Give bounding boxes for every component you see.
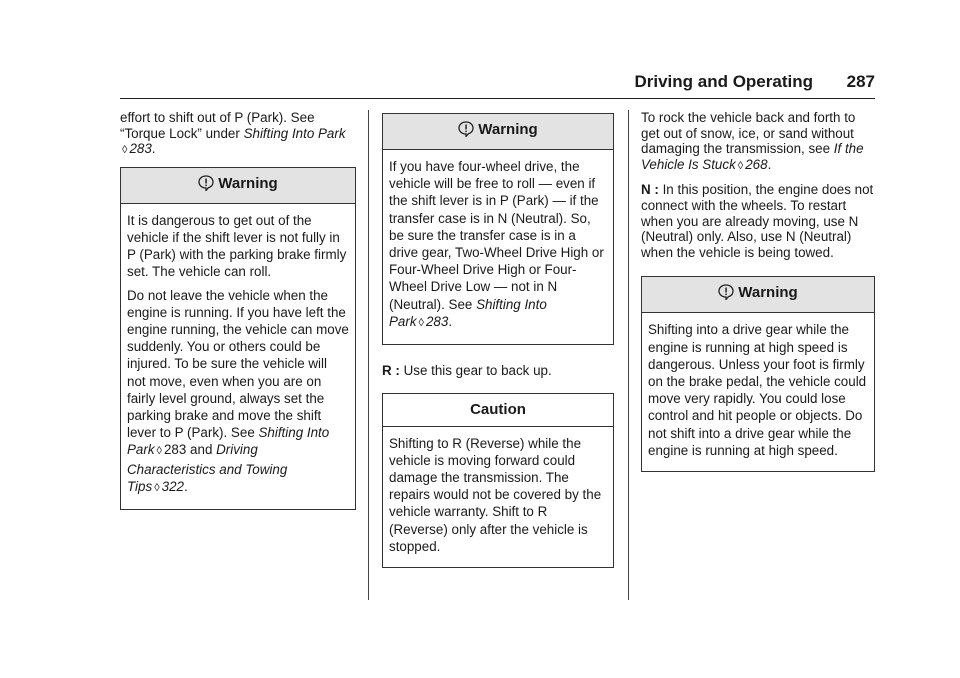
warning-title: Warning [642,277,874,313]
xref-icon: ◊ [154,481,160,494]
gear-n-paragraph: N : In this position, the engine does not connect with the wheels. To restart when you are already moving, use N (Neutral) only. Also, use N (Neutral) when the vehicle is being towed. [641,182,874,260]
page-header [120,72,875,99]
xref-link[interactable]: Shifting Into Park [243,125,346,141]
rock-paragraph: To rock the vehicle back and forth to get out of snow, ice, or sand without damaging the transmission, see If the Vehicle Is Stuck ◊ 268. [641,110,864,172]
xref-page[interactable]: 322 [161,478,184,494]
column-divider-right [628,110,629,600]
gear-label: R : [382,363,400,379]
warning-title: Warning [383,114,613,150]
xref-icon: ◊ [156,445,162,458]
warning-text: Do not leave the vehicle when the engine is running. If you have left the engine running, the vehicle can move suddenly. You or others could be injured. To be sure the vehicle will not move, even when you are on fairly level ground, always set the parking brake and move the shift lever to P (Park). See Shifting Into Park ◊ 283 and Driving Characteristics and Towing Tips ◊ 322. [127,287,349,494]
xref-link[interactable]: Shifting Into Park [389,296,547,329]
column-3 [641,110,875,484]
gear-label: N : [641,182,659,198]
xref-page[interactable]: 283 [129,141,152,157]
xref-link[interactable]: If the Vehicle Is Stuck [641,141,864,172]
warning-title: Warning [121,168,355,204]
warning-icon [718,284,734,305]
column-1 [120,110,356,522]
xref-link[interactable]: Shifting Into Park [127,425,330,458]
warning-text: Shifting into a drive gear while the engine is running at high speed is dangerous. Unless your foot is firmly on the brake pedal, the vehicle could move very rapidly. You could lose control and hit people or objects. Do not shift into a drive gear while the engine is running at high speed. [648,322,867,458]
gear-r-paragraph: R : Use this gear to back up. [382,363,552,379]
warning-icon [458,121,474,142]
xref-icon: ◊ [122,144,128,157]
xref-icon: ◊ [737,159,744,172]
caution-text: Shifting to R (Reverse) while the vehicle is moving forward could damage the transmission. The repairs would not be covered by the vehicle warranty. Shift to R (Reverse) only after the vehicle is stopped. [389,435,602,554]
xref-page[interactable]: 283 [163,442,187,458]
xref-page[interactable]: 283 [425,313,449,329]
page-number: 287 [846,72,875,91]
xref-link[interactable]: Driving Characteristics and Towing Tips [127,442,288,494]
caution-title: Caution [383,394,613,427]
warning-text: It is dangerous to get out of the vehicle if the shift lever is not fully in P (Park) with the parking brake firmly set. The vehicle can roll. [127,212,347,280]
warning-box-2 [382,113,614,345]
warning-text: If you have four-wheel drive, the vehicle will be free to roll — even if the shift lever is in P (Park) — if the transfer case is in N (Neutral). So, be sure the transfer case is in a drive gear, Two-Wheel Drive High or Four-Wheel Drive High or Four-Wheel Drive Low — not in N (Neutral). See Shifting Into Park ◊ 283. [389,159,604,329]
caution-box [382,393,614,568]
column-divider-left [368,110,369,600]
section-title: Driving and Operating [634,72,813,91]
warning-box-3 [641,276,875,472]
warning-box-1 [120,167,356,510]
column-2 [382,110,614,580]
warning-icon [198,175,214,196]
xref-icon: ◊ [418,316,424,329]
intro-paragraph: effort to shift out of P (Park). See “Torque Lock” under Shifting Into Park ◊ 283. [120,110,346,157]
xref-page[interactable]: 268 [745,156,768,172]
